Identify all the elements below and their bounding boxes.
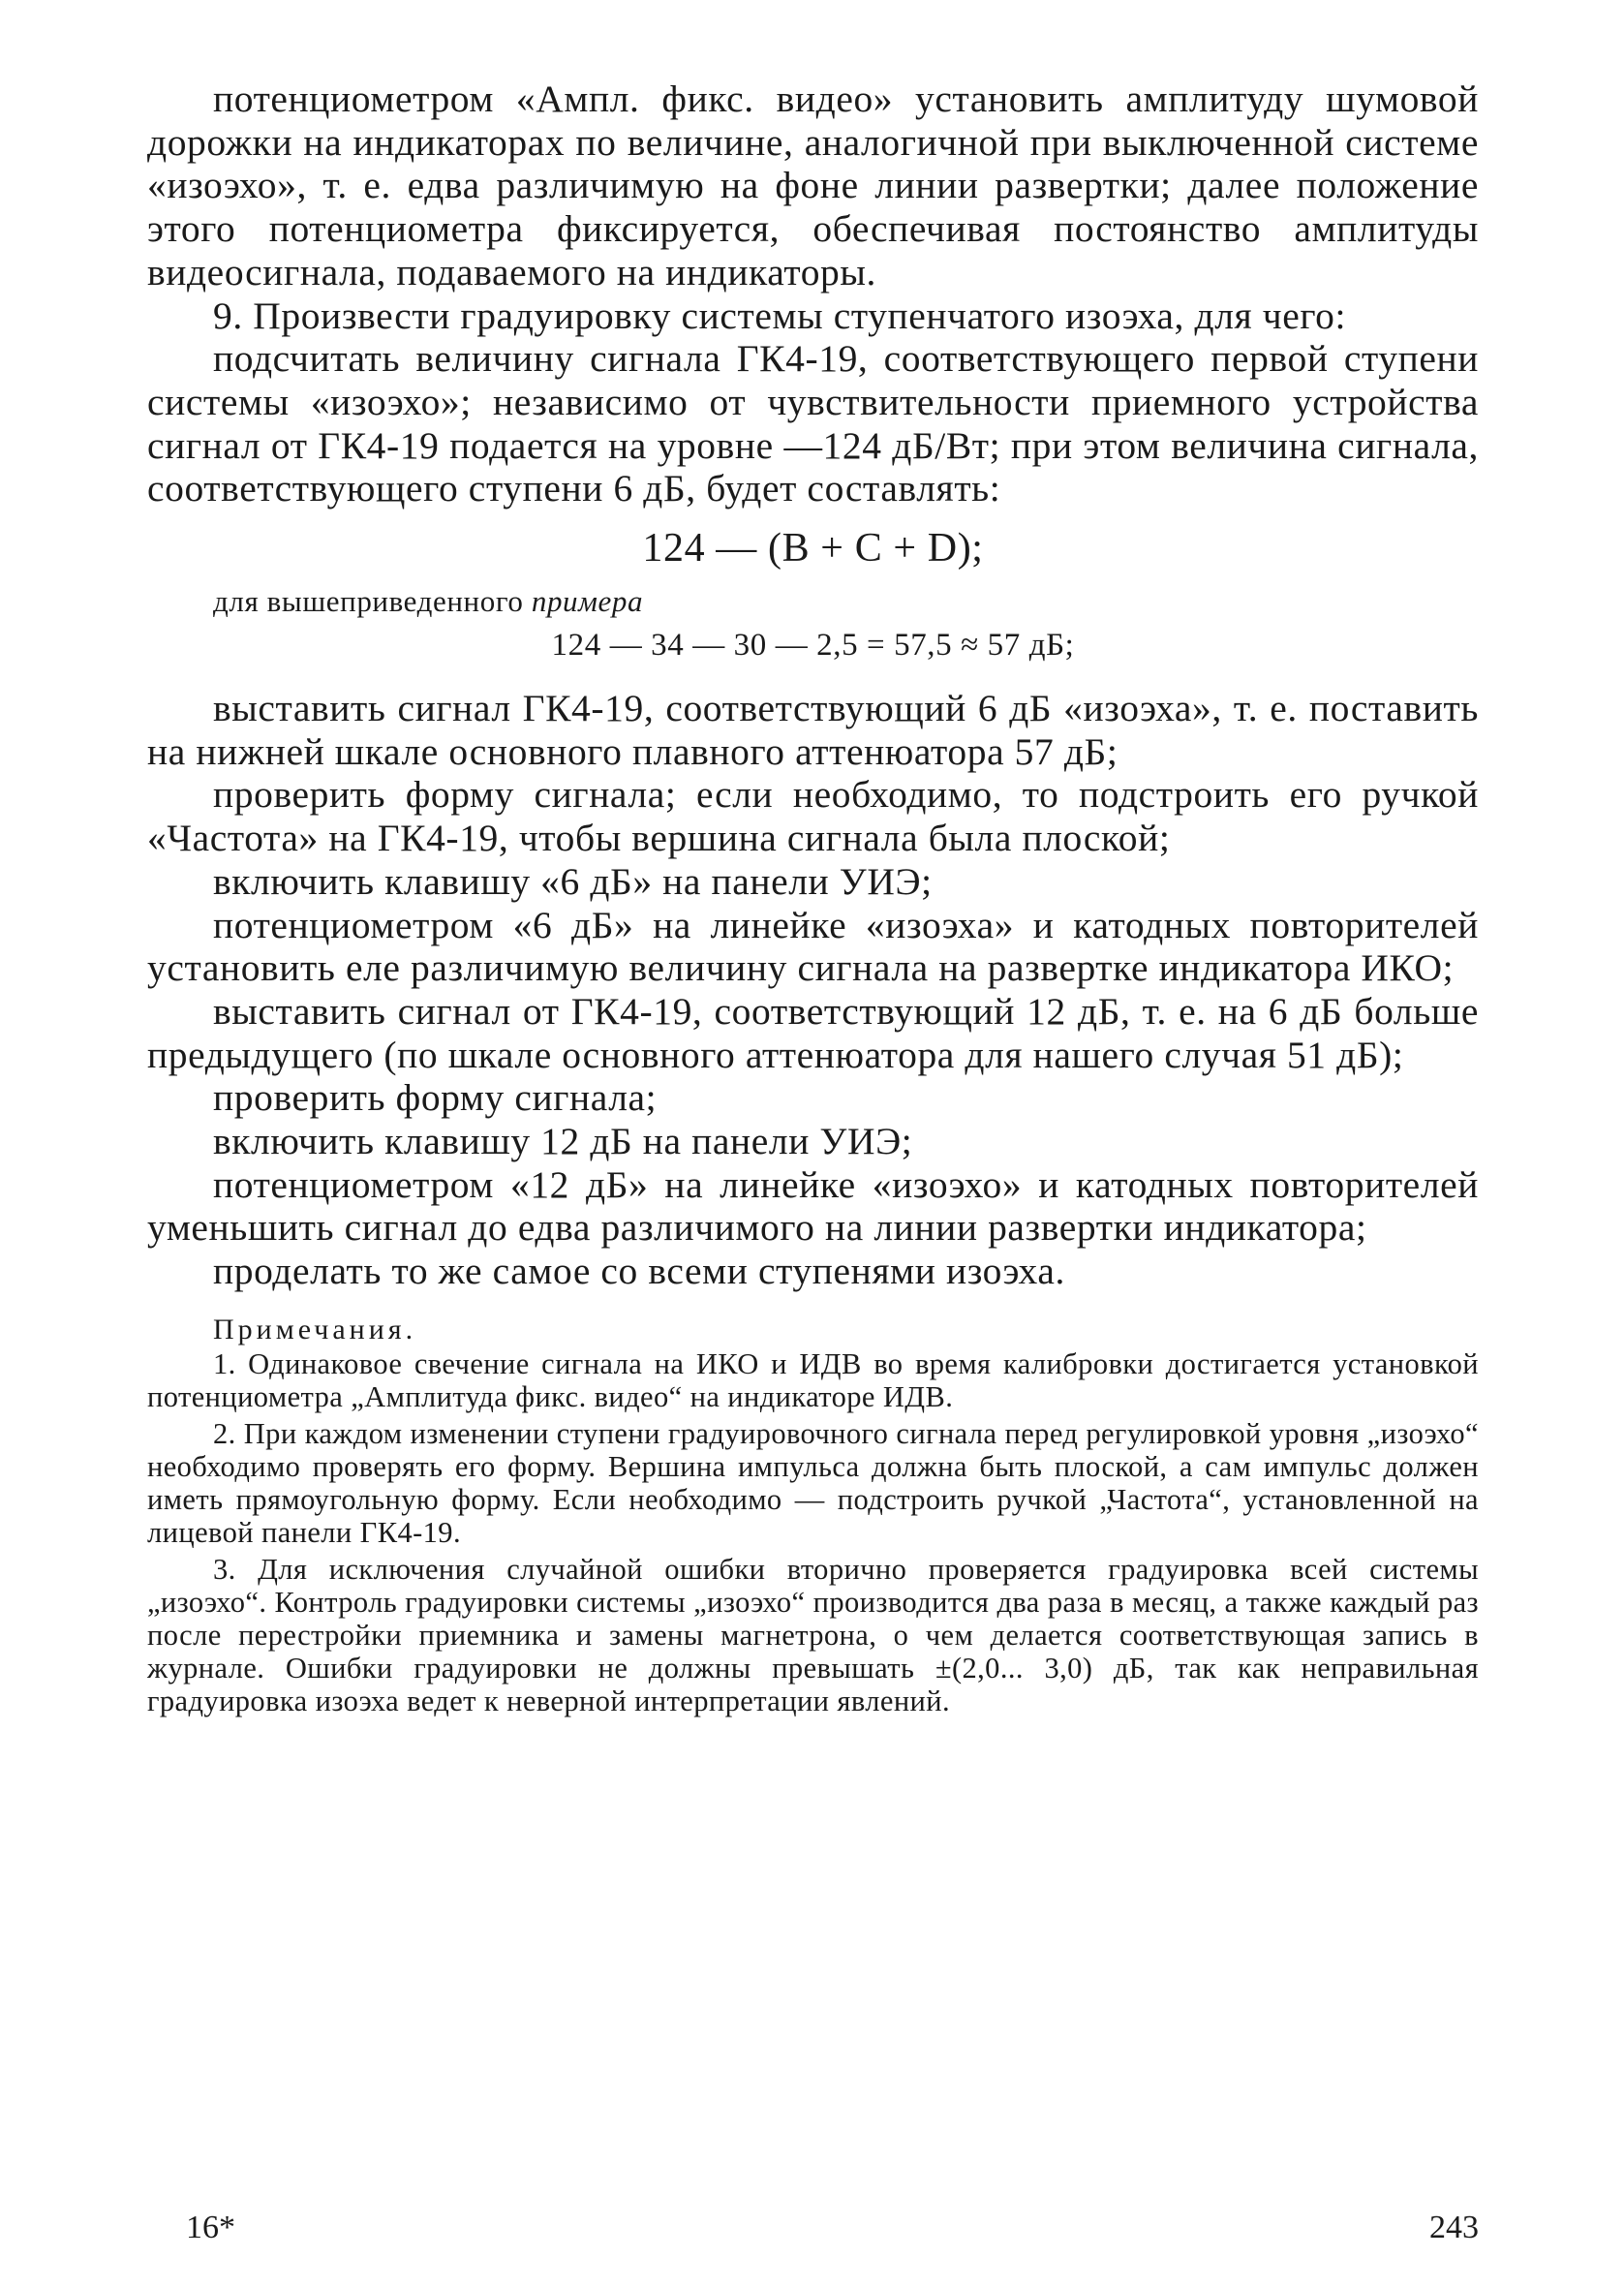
step-set-6db: выставить сигнал ГК4-19, соответствующий 6 дБ «изоэха», т. е. поставить на нижней шкале основного плавного аттенюатора 57 дБ;	[147, 687, 1479, 773]
example-intro	[147, 582, 1479, 621]
step-key-6db: включить клавишу «6 дБ» на панели УИЭ;	[213, 859, 933, 903]
paragraph-calculate: подсчитать величину сигнала ГК4-19, соответствующего первой ступени системы «изоэхо»; независимо от чувствительности приемного устройства сигнал от ГК4-19 подается на уровне —124 дБ/Вт; при этом величина сигнала, соответствующего ступени 6 дБ, будет составлять:	[147, 337, 1479, 510]
step-pot-12db: потенциометром «12 дБ» на линейке «изоэхо» и катодных повторителей уменьшить сигнал до едва различимого на линии развертки индикатора;	[147, 1162, 1479, 1250]
paragraph-potentiometer: потенциометром «Ампл. фикс. видео» установить амплитуду шумовой дорожки на индикаторах по величине, аналогичной при выключенной системе «изоэхо», т. е. едва различимую на фоне линии развертки; далее положение этого потенциометра фиксируется, обеспечивая постоянство амплитуды видеосигнала, подаваемого на индикаторы.	[147, 77, 1479, 294]
note-1: 1. Одинаковое свечение сигнала на ИКО и ИДВ во время калибровки достигается установкой потенциометра „Амплитуда фикс. видео“ на индикаторе ИДВ.	[147, 1346, 1479, 1413]
example-intro-italic: примера	[531, 584, 644, 619]
paragraph-step-9: 9. Произвести градуировку системы ступенчатого изоэха, для чего:	[213, 294, 1347, 337]
signature-mark: 16*	[186, 2210, 235, 2245]
example-intro-text: для вышеприведенного	[213, 584, 532, 619]
notes-title: Примечания.	[213, 1313, 417, 1345]
step-check-shape: проверить форму сигнала; если необходимо, то подстроить его ручкой «Частота» на ГК4-19, чтобы вершина сигнала была плоской;	[147, 773, 1479, 860]
step-key-12db: включить клавишу 12 дБ на панели УИЭ;	[213, 1120, 913, 1163]
step-repeat: проделать то же самое со всеми ступенями изоэха.	[213, 1250, 1065, 1293]
notes-section	[147, 1313, 1479, 1717]
step-pot-6db: потенциометром «6 дБ» на линейке «изоэха» и катодных повторителей установить еле различимую величину сигнала на развертке индикатора ИКО;	[147, 903, 1479, 990]
step-set-12db: выставить сигнал от ГК4-19, соответствующий 12 дБ, т. е. на 6 дБ больше предыдущего (по шкале основного аттенюатора для нашего случая 51 дБ);	[147, 989, 1479, 1076]
page-number: 243	[1429, 2210, 1479, 2245]
step-check-shape-2: проверить форму сигнала;	[213, 1076, 658, 1120]
note-3: 3. Для исключения случайной ошибки вторично проверяется градуировка всей системы „изоэхо“. Контроль градуировки системы „изоэхо“ производится два раза в месяц, а также каждый раз после перестройки приемника и замены магнетрона, о чем делается соответствующая запись в журнале. Ошибки градуировки не должны превышать ±(2,0... 3,0) дБ, так как неправильная градуировка изоэха ведет к неверной интерпретации явлений.	[147, 1552, 1479, 1717]
page-body	[147, 77, 1479, 1717]
formula-general: 124 — (B + C + D);	[642, 526, 984, 572]
note-2: 2. При каждом изменении ступени градуировочного сигнала перед регулировкой уровня „изоэхо“ необходимо проверять его форму. Вершина импульса должна быть плоской, а сам импульс должен иметь прямоугольную форму. Если необходимо — подстроить ручкой „Частота“, установленной на лицевой панели ГК4-19.	[147, 1416, 1479, 1549]
formula-example: 124 — 34 — 30 — 2,5 = 57,5 ≈ 57 дБ;	[551, 628, 1075, 664]
